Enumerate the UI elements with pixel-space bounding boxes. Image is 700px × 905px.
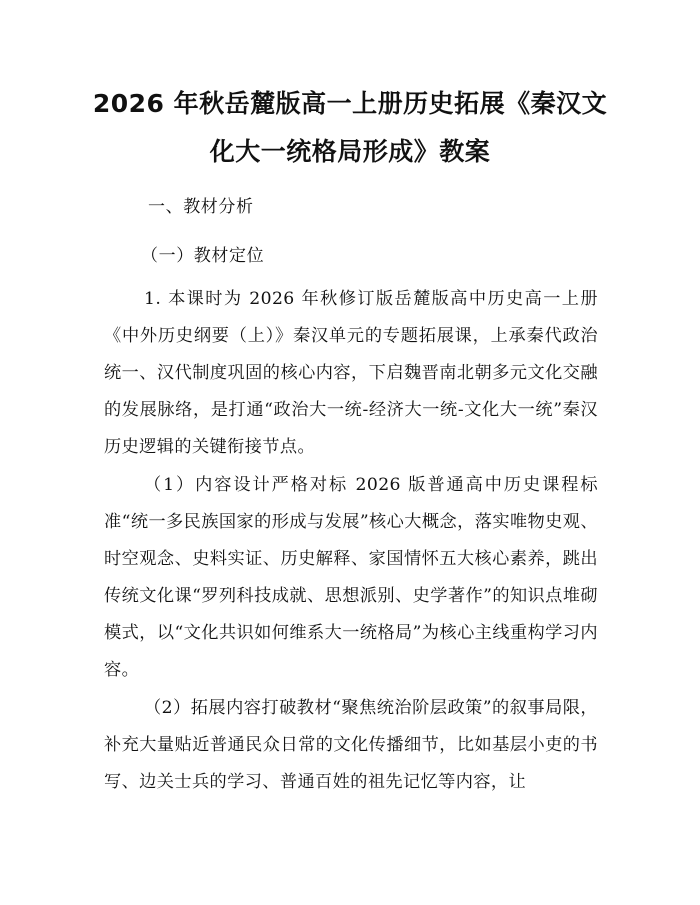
subsection-heading: （一）教材定位 <box>141 246 265 266</box>
paragraph: 1. 本课时为 2026 年秋修订版岳麓版高中历史高一上册《中外历史纲要（上）》秦汉单元的专题拓展课，上承秦代政治统一、汉代制度巩固的核心内容，下启魏晋南北朝多元文化交融的发展脉络，是打通“政治大一统-经济大一统-文化大一统”秦汉历史逻辑的关键衔接节点。 <box>104 289 598 457</box>
document-title-line-1: 2026 年秋岳麓版高一上册历史拓展《秦汉文 <box>92 89 608 118</box>
document-title-line-2: 化大一统格局形成》教案 <box>209 137 491 166</box>
paragraph: （1）内容设计严格对标 2026 版普通高中历史课程标准“统一多民族国家的形成与发展”核心大概念，落实唯物史观、时空观念、史料实证、历史解释、家国情怀五大核心素养，跳出传统文化课“罗列科技成就、思想派别、史学著作”的知识点堆砌模式，以“文化共识如何维系大一统格局”为核心主线重构学习内容。 <box>104 475 598 680</box>
paragraph: （2）拓展内容打破教材“聚焦统治阶层政策”的叙事局限，补充大量贴近普通民众日常的文化传播细节，比如基层小吏的书写、边关士兵的学习、普通百姓的祖先记忆等内容，让 <box>104 698 598 792</box>
section-heading: 一、教材分析 <box>148 197 254 217</box>
